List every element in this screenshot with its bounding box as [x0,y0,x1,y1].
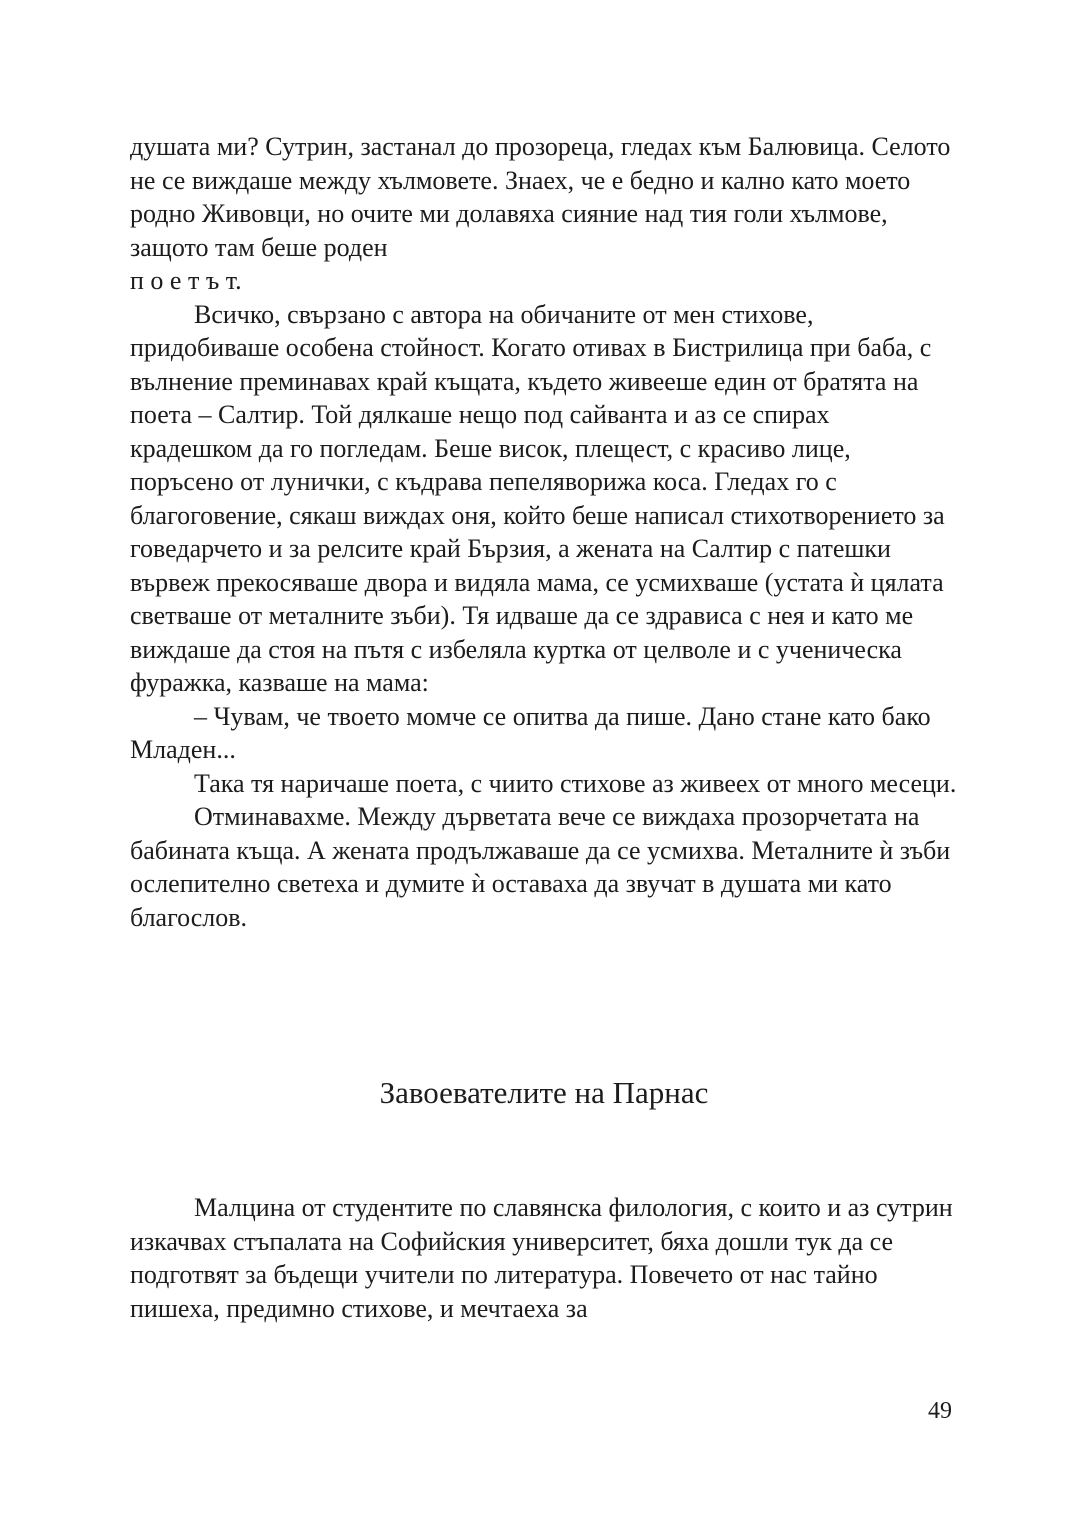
paragraph: Малцина от студентите по славянска филология, с които и аз сутрин изкачвах стъпалата на Софийския университет, бяха дошли тук да се подготвят за бъдещи учители по литература. Повечето от нас тайно пишеха, предимно стихове, и мечтаеха за [130,1193,953,1323]
paragraph-continuation: душата ми? Сутрин, застанал до прозореца, гледах към Балювица. Селото не се виждаше между хълмовете. Знаех, че е бедно и кално като моето родно Живовци, но очите ми долавяха сияние над тия голи хълмове, защото там беше роден [130,132,951,262]
paragraph-dialogue: – Чувам, че твоето момче се опитва да пише. Дано стане като бако Младен... [130,701,931,764]
paragraph-spaced-word: п о е т ъ т. [130,266,242,295]
paragraph: Така тя наричаше поета, с чиито стихове аз живеех от много месеци. [194,768,957,798]
paragraph: Всичко, свързано с автора на обичаните от мен стихове, придобиваше особена стойност. Когато отивах в Бистрилица при баба, с вълнение преминавах край къщата, където живееше един от братята на поета – Салтир. Той дялкаше нещо под сайванта и аз се спирах крадешком да го погледам. Беше висок, плещест, с красиво лице, поръсено от лунички, с къдрава пепеляворижа коса. Гледах го с благоговение, сякаш виждах оня, който беше написал стихотворението за говедарчето и за релсите край Бързия, а жената на Салтир с патешки вървеж прекосяваше двора и видяла мама, се усмихваше (устата ѝ цялата светваше от металните зъби). Тя идваше да се здрависа с нея и като ме виждаше да стоя на пътя с избеляла куртка от целволе и с ученическа фуражка, казваше на мама: [130,299,945,697]
paragraph: Отминавахме. Между дърветата вече се виждаха прозорчетата на бабината къща. А жената продължаваше да се усмихва. Металните ѝ зъби ослепително светеха и думите ѝ оставаха да звучат в душата ми като благослов. [130,802,951,932]
chapter-heading: Завоевателите на Парнас [379,1075,709,1110]
page-text-block [130,130,958,1325]
page-number: 49 [928,1398,952,1424]
